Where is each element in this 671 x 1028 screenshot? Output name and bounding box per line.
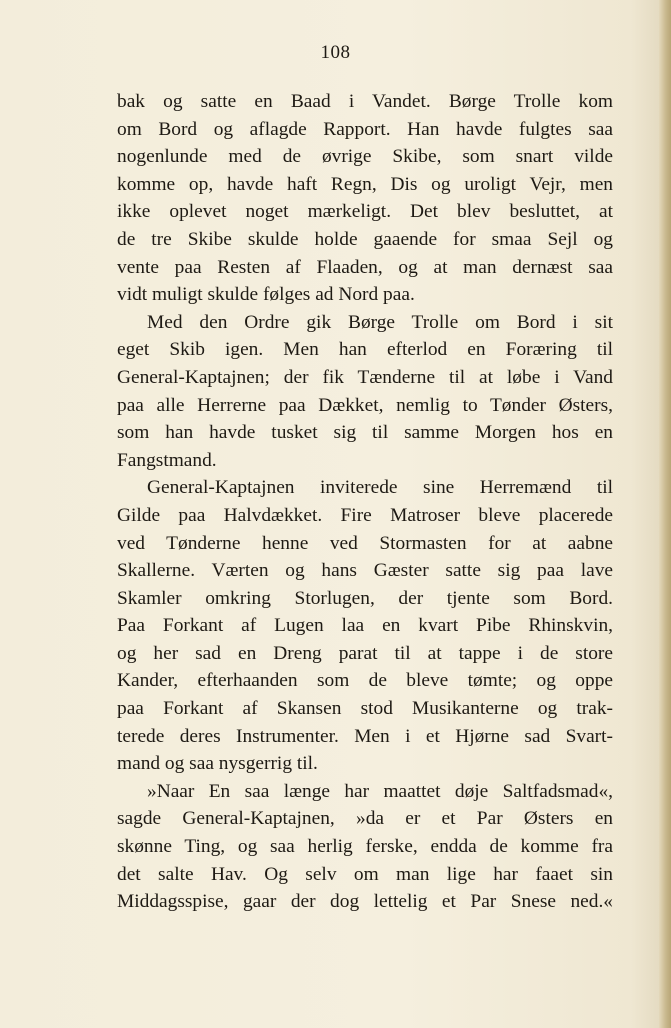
text-line: det salte Hav. Og selv om man lige har faaet sin [117,863,613,885]
text-line: Gilde paa Halvdækket. Fire Matroser bleve placerede [117,504,613,526]
text-line: skønne Ting, og saa herlig ferske, endda de komme fra [117,836,613,858]
text-line: som han havde tusket sig til samme Morgen hos en [117,422,613,444]
text-line: nogenlunde med de øvrige Skibe, som snart vilde [117,146,613,168]
text-line: vidt muligt skulde følges ad Nord paa. [117,284,415,306]
text-line: terede deres Instrumenter. Men i et Hjørne sad Svart- [117,725,613,747]
page-number: 108 [320,42,351,63]
text-line: »Naar En saa længe har maattet døje Saltfadsmad«, [147,780,613,802]
text-line: mand og saa nysgerrig til. [117,753,318,775]
text-line: Fangstmand. [117,449,217,471]
text-line: Med den Ordre gik Børge Trolle om Bord i sit [147,311,613,333]
text-line: Middagsspise, gaar der dog lettelig et Par Snese ned.« [117,891,613,913]
text-line: paa alle Herrerne paa Dækket, nemlig to Tønder Østers, [117,394,613,416]
text-line: Kander, efterhaanden som de bleve tømte; og oppe [117,670,613,692]
text-line: ved Tønderne henne ved Stormasten for at aabne [117,532,613,554]
text-line: General-Kaptajnen inviterede sine Herremænd til [147,477,613,499]
text-line: eget Skib igen. Men han efterlod en Foræring til [117,339,613,361]
text-line: og her sad en Dreng parat til at tappe i de store [117,642,613,664]
text-line: bak og satte en Baad i Vandet. Børge Trolle kom [117,91,613,112]
text-line: Skallerne. Værten og hans Gæster satte sig paa lave [117,560,613,582]
page-edge [659,0,671,1028]
text-line: Skamler omkring Storlugen, der tjente som Bord. [117,587,613,609]
body-text [117,88,613,916]
text-line: ikke oplevet noget mærkeligt. Det blev besluttet, at [117,201,613,223]
text-line: General-Kaptajnen; der fik Tænderne til at løbe i Vand [117,366,613,388]
text-line: paa Forkant af Skansen stod Musikanterne og trak- [117,698,613,720]
text-line: om Bord og aflagde Rapport. Han havde fulgtes saa [117,118,613,140]
text-line: de tre Skibe skulde holde gaaende for smaa Sejl og [117,228,613,250]
text-line: komme op, havde haft Regn, Dis og uroligt Vejr, men [117,173,613,195]
text-line: sagde General-Kaptajnen, »da er et Par Østers en [117,808,613,830]
text-line: vente paa Resten af Flaaden, og at man dernæst saa [117,256,613,278]
text-line: Paa Forkant af Lugen laa en kvart Pibe Rhinskvin, [117,615,613,637]
